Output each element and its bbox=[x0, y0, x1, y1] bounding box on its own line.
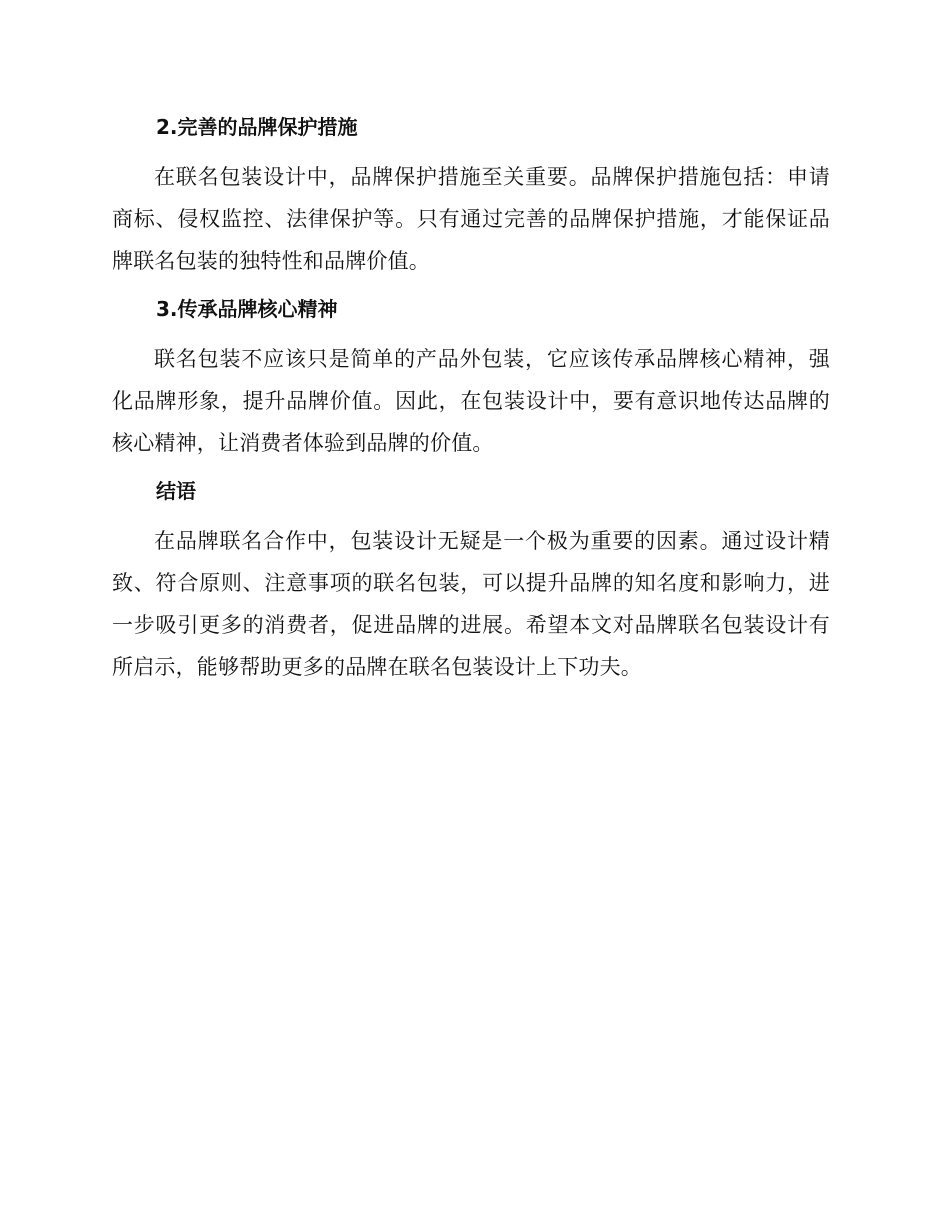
section-paragraph: 在品牌联名合作中，包装设计无疑是一个极为重要的因素。通过设计精致、符合原则、注意事项的联名包装，可以提升品牌的知名度和影响力，进一步吸引更多的消费者，促进品牌的进展。希望本文对品牌联名包装设计有所启示，能够帮助更多的品牌在联名包装设计上下功夫。 bbox=[112, 529, 830, 679]
section-brand-protection bbox=[112, 108, 830, 282]
section-brand-spirit bbox=[112, 290, 830, 464]
section-heading: 3.传承品牌核心精神 bbox=[156, 297, 338, 321]
document-page bbox=[112, 108, 830, 696]
section-paragraph: 在联名包装设计中，品牌保护措施至关重要。品牌保护措施包括：申请商标、侵权监控、法律保护等。只有通过完善的品牌保护措施，才能保证品牌联名包装的独特性和品牌价值。 bbox=[112, 165, 830, 273]
section-heading: 结语 bbox=[156, 479, 196, 503]
section-heading: 2.完善的品牌保护措施 bbox=[156, 115, 358, 139]
section-conclusion bbox=[112, 472, 830, 688]
section-paragraph: 联名包装不应该只是简单的产品外包装，它应该传承品牌核心精神，强化品牌形象，提升品牌价值。因此，在包装设计中，要有意识地传达品牌的核心精神，让消费者体验到品牌的价值。 bbox=[112, 347, 830, 455]
